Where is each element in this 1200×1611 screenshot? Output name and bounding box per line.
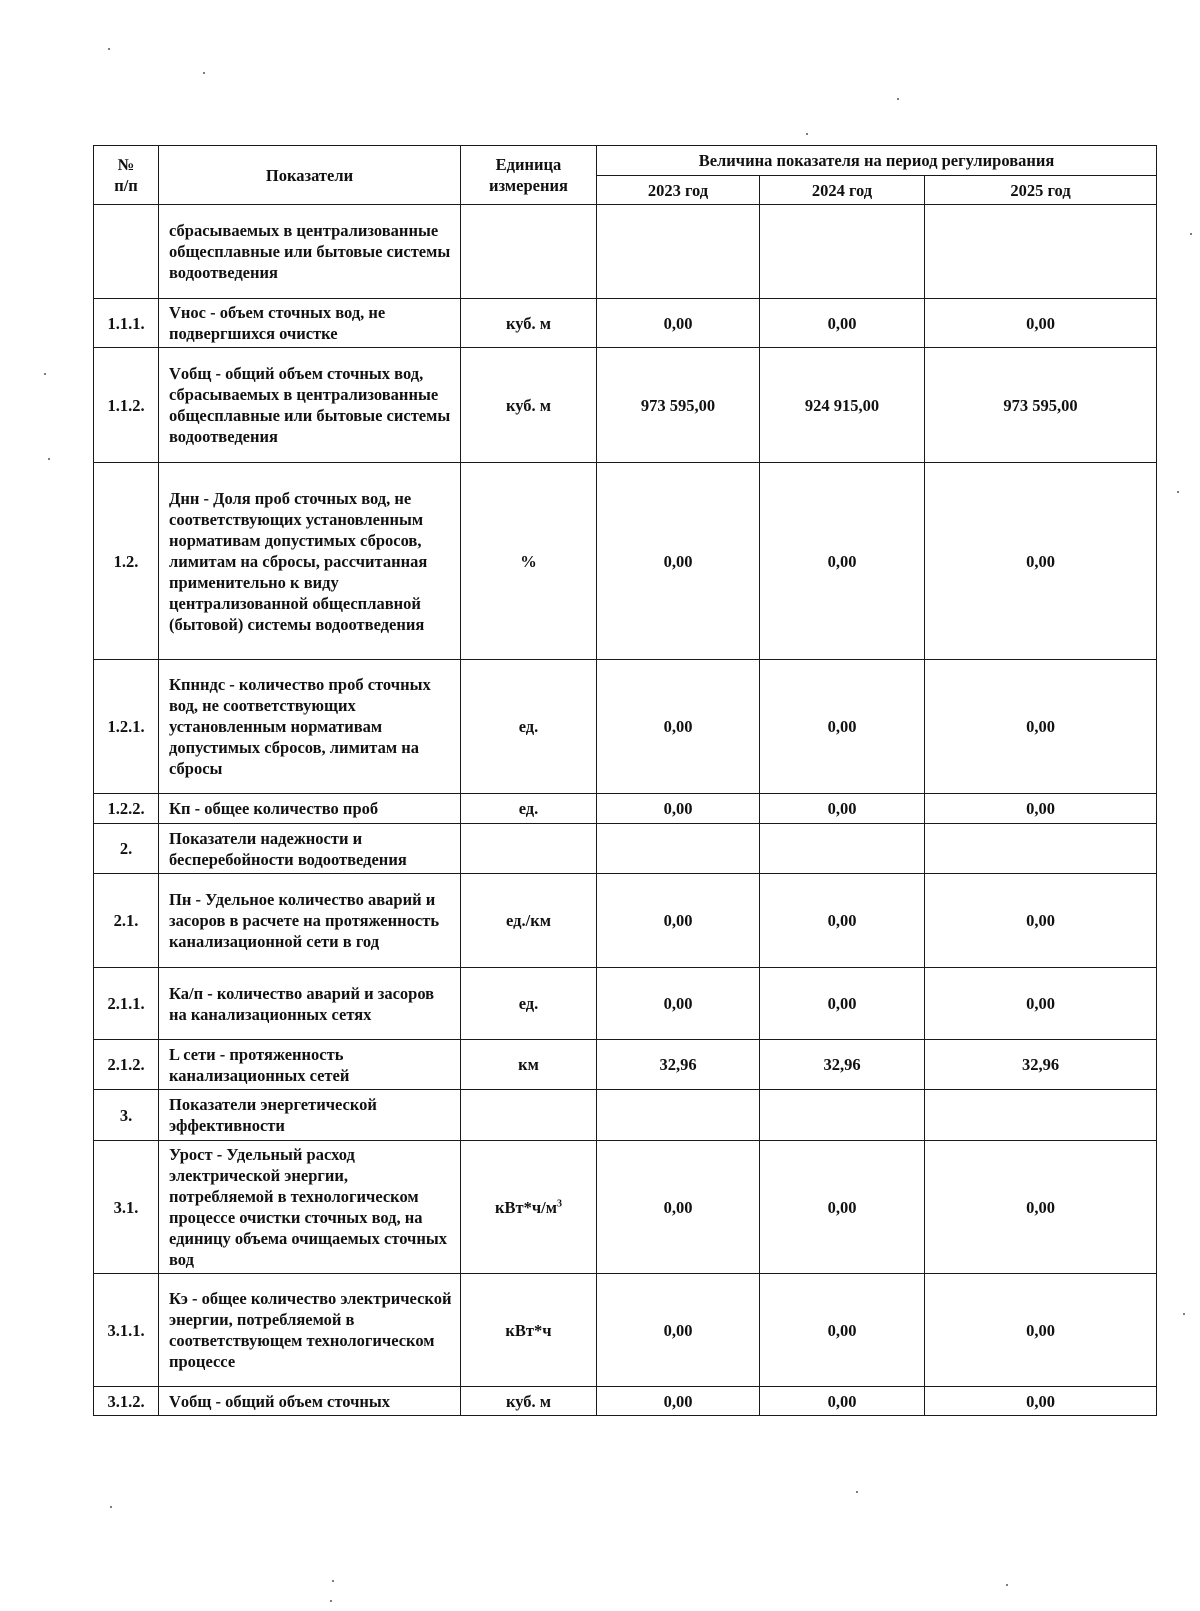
row-indicator: Кэ - общее количество электрической энергии, потребляемой в соответствующем технологическом процессе [169, 1289, 452, 1371]
row-value-2024: 0,00 [827, 1320, 857, 1340]
row-number: 1.2. [113, 551, 139, 571]
row-indicator: Ка/п - количество аварий и засоров на канализационных сетях [169, 983, 435, 1024]
row-number-cell [94, 824, 159, 874]
row-value-2024-cell [760, 463, 925, 660]
row-unit: куб. м [505, 1391, 552, 1411]
row-unit: куб. м [505, 313, 552, 333]
row-indicator-cell [159, 1387, 461, 1416]
row-unit-superscript: 3 [557, 1198, 562, 1209]
header-year-2024 [760, 176, 925, 205]
header-period-text: Величина показателя на период регулирования [698, 151, 1055, 170]
row-number: 2.1. [113, 911, 139, 930]
row-value-2024: 0,00 [827, 551, 857, 571]
row-number-cell [94, 463, 159, 660]
header-unit [461, 146, 597, 205]
row-value-2025-cell [925, 874, 1157, 968]
header-year-2023 [597, 176, 760, 205]
row-value-2023-cell [597, 1387, 760, 1416]
row-value-2025: 973 595,00 [1003, 395, 1078, 415]
row-unit-cell [461, 794, 597, 824]
header-year-2025-text: 2025 год [1010, 180, 1071, 200]
row-indicator-cell [159, 794, 461, 824]
row-number: 1.1.1. [107, 313, 145, 333]
row-value-2023: 0,00 [663, 1320, 693, 1340]
row-number: 3.1. [113, 1197, 139, 1217]
row-indicator-cell [159, 1141, 461, 1274]
row-value-2024: 0,00 [827, 313, 857, 333]
row-value-2025-cell [925, 348, 1157, 463]
row-value-2025: 0,00 [1026, 1320, 1055, 1340]
row-number: 2. [119, 839, 133, 858]
row-value-2024-cell [760, 874, 925, 968]
row-value-2024: 0,00 [827, 1391, 857, 1411]
scan-speck [1006, 1584, 1008, 1586]
row-unit-cell [461, 874, 597, 968]
row-unit: кВт*ч [505, 1320, 552, 1340]
table-row [94, 1090, 1157, 1141]
header-year-2025 [925, 176, 1157, 205]
row-number: 3. [119, 1105, 133, 1125]
row-value-2025-cell [925, 299, 1157, 348]
header-indicator [159, 146, 461, 205]
row-value-2023-cell [597, 463, 760, 660]
scan-speck [48, 458, 50, 460]
row-indicator-cell [159, 968, 461, 1040]
row-unit-cell [461, 1040, 597, 1090]
row-value-2024: 0,00 [827, 717, 857, 736]
row-value-2024-cell [760, 824, 925, 874]
row-number: 3.1.2. [107, 1391, 145, 1411]
row-value-2024: 0,00 [827, 994, 857, 1013]
row-indicator: Пн - Удельное количество аварий и засоров в расчете на протяженность канализационной сети в год [169, 890, 440, 951]
row-value-2023: 0,00 [663, 1391, 693, 1411]
row-unit-cell [461, 1090, 597, 1141]
row-value-2023-cell [597, 205, 760, 299]
row-value-2024-cell [760, 794, 925, 824]
table-row [94, 824, 1157, 874]
row-value-2024: 0,00 [827, 1197, 857, 1217]
scan-speck [330, 1600, 332, 1602]
row-indicator-cell [159, 1274, 461, 1387]
table-row [94, 968, 1157, 1040]
scan-speck [108, 48, 110, 50]
row-indicator-cell [159, 1040, 461, 1090]
row-unit-cell [461, 1274, 597, 1387]
table-row [94, 1141, 1157, 1274]
row-number: 2.1.2. [107, 1055, 145, 1074]
row-value-2025-cell [925, 660, 1157, 794]
row-value-2024-cell [760, 968, 925, 1040]
table-row [94, 1040, 1157, 1090]
row-value-2023-cell [597, 1090, 760, 1141]
row-value-2025: 0,00 [1026, 1197, 1055, 1217]
row-value-2025-cell [925, 463, 1157, 660]
row-value-2025-cell [925, 205, 1157, 299]
row-value-2023: 32,96 [659, 1055, 697, 1074]
row-unit: ед. [518, 799, 539, 818]
row-value-2025: 0,00 [1026, 799, 1055, 818]
scan-speck [856, 1491, 858, 1493]
row-value-2025-cell [925, 1274, 1157, 1387]
scan-speck [203, 72, 205, 74]
row-value-2024-cell [760, 1040, 925, 1090]
row-value-2023-cell [597, 299, 760, 348]
row-indicator-cell [159, 1090, 461, 1141]
row-indicator: Vобщ - общий объем сточных [169, 1391, 391, 1411]
row-number: 3.1.1. [107, 1320, 145, 1340]
row-unit-cell [461, 1387, 597, 1416]
row-value-2023-cell [597, 1040, 760, 1090]
row-unit-cell [461, 1141, 597, 1274]
row-number: 2.1.1. [107, 994, 145, 1013]
row-value-2023-cell [597, 348, 760, 463]
header-num-text: № п/п [114, 155, 138, 195]
row-value-2023: 0,00 [663, 1197, 693, 1217]
row-unit: ед. [518, 994, 539, 1013]
row-indicator: Показатели энергетической эффективности [169, 1095, 377, 1135]
row-indicator-cell [159, 348, 461, 463]
row-number-cell [94, 299, 159, 348]
row-unit: кВт*ч/м [495, 1197, 557, 1217]
row-value-2023-cell [597, 1141, 760, 1274]
row-value-2025: 32,96 [1021, 1055, 1060, 1074]
row-value-2025: 0,00 [1026, 313, 1055, 333]
row-value-2025-cell [925, 1387, 1157, 1416]
row-indicator-cell [159, 660, 461, 794]
row-value-2025: 0,00 [1026, 911, 1055, 930]
scan-speck [44, 373, 46, 375]
row-value-2025: 0,00 [1026, 717, 1055, 736]
row-value-2024-cell [760, 299, 925, 348]
row-number-cell [94, 968, 159, 1040]
row-indicator: Урост - Удельный расход электрической энергии, потребляемой в технологическом процессе очистки сточных вод, на единицу объема очищаемых сточных вод [169, 1145, 448, 1269]
row-unit: ед. [518, 717, 539, 736]
row-unit: % [520, 551, 537, 571]
indicators-table [93, 145, 1157, 1416]
header-year-2023-text: 2023 год [647, 180, 709, 200]
row-unit-cell [461, 968, 597, 1040]
scan-speck [1183, 1313, 1185, 1315]
row-unit: ед./км [506, 911, 551, 930]
row-value-2023-cell [597, 824, 760, 874]
row-number-cell [94, 1274, 159, 1387]
row-value-2023-cell [597, 794, 760, 824]
table-row [94, 660, 1157, 794]
row-value-2023: 0,00 [663, 313, 693, 333]
row-value-2023: 0,00 [663, 799, 693, 818]
header-period [597, 146, 1157, 176]
row-indicator: Vнос - объем сточных вод, не подвергшихся очистке [169, 303, 386, 343]
row-value-2025: 0,00 [1026, 1391, 1055, 1411]
row-indicator-cell [159, 205, 461, 299]
row-unit-cell [461, 205, 597, 299]
row-unit-cell [461, 660, 597, 794]
scan-speck [332, 1580, 334, 1582]
row-value-2025-cell [925, 1040, 1157, 1090]
header-year-2024-text: 2024 год [811, 180, 873, 200]
row-number-cell [94, 205, 159, 299]
row-unit: куб. м [505, 395, 552, 415]
row-value-2023-cell [597, 1274, 760, 1387]
row-value-2023: 0,00 [663, 717, 693, 736]
scan-speck [897, 98, 899, 100]
row-value-2025-cell [925, 824, 1157, 874]
row-value-2023: 0,00 [663, 911, 693, 930]
table-row [94, 348, 1157, 463]
table-row [94, 794, 1157, 824]
row-number-cell [94, 1387, 159, 1416]
row-indicator-cell [159, 824, 461, 874]
row-unit-cell [461, 463, 597, 660]
row-number-cell [94, 1141, 159, 1274]
row-value-2024-cell [760, 1387, 925, 1416]
row-value-2024-cell [760, 1274, 925, 1387]
row-indicator: Vобщ - общий объем сточных вод, сбрасываемых в централизованные общесплавные или бытовые системы водоотведения [169, 364, 451, 446]
row-value-2023: 0,00 [663, 551, 693, 571]
row-value-2024: 0,00 [827, 911, 857, 930]
row-indicator: сбрасываемых в централизованные общесплавные или бытовые системы водоотведения [169, 221, 451, 282]
row-number-cell [94, 1090, 159, 1141]
header-indicator-text: Показатели [265, 165, 354, 185]
row-value-2024-cell [760, 205, 925, 299]
header-num [94, 146, 159, 205]
row-indicator: Показатели надежности и бесперебойности водоотведения [169, 828, 407, 869]
table-body [94, 205, 1157, 1416]
table-row [94, 205, 1157, 299]
scan-speck [806, 133, 808, 135]
row-value-2025-cell [925, 794, 1157, 824]
scan-speck [1190, 233, 1192, 235]
row-indicator-cell [159, 299, 461, 348]
row-indicator: Днн - Доля проб сточных вод, не соответствующих установленным нормативам допустимых сбросов, лимитам на сбросы, рассчитанная применительно к виду централизованной общесплавной (бытовой) системы водоотведения [169, 488, 428, 634]
row-value-2023: 0,00 [663, 994, 693, 1013]
row-value-2023-cell [597, 874, 760, 968]
row-value-2024-cell [760, 348, 925, 463]
row-value-2023-cell [597, 968, 760, 1040]
row-value-2025-cell [925, 1090, 1157, 1141]
header-row-1 [94, 146, 1157, 176]
row-indicator: Кпнндс - количество проб сточных вод, не соответствующих установленным нормативам допустимых сбросов, лимитам на сбросы [169, 675, 431, 778]
row-value-2024-cell [760, 1090, 925, 1141]
table-row [94, 874, 1157, 968]
row-unit: км [518, 1055, 539, 1074]
row-number-cell [94, 794, 159, 824]
row-number: 1.2.1. [107, 717, 145, 736]
row-unit-cell [461, 348, 597, 463]
row-value-2024: 924 915,00 [804, 395, 880, 415]
header-unit-text: Единица измерения [489, 155, 568, 195]
table-row [94, 1274, 1157, 1387]
row-value-2025: 0,00 [1026, 994, 1055, 1013]
row-value-2025-cell [925, 968, 1157, 1040]
table-row [94, 1387, 1157, 1416]
row-value-2025-cell [925, 1141, 1157, 1274]
scan-speck [1177, 491, 1179, 493]
row-value-2023-cell [597, 660, 760, 794]
row-unit-cell [461, 824, 597, 874]
row-number: 1.2.2. [107, 799, 145, 818]
row-number-cell [94, 1040, 159, 1090]
row-number-cell [94, 660, 159, 794]
row-number-cell [94, 874, 159, 968]
row-indicator-cell [159, 463, 461, 660]
table-row [94, 299, 1157, 348]
row-value-2024-cell [760, 1141, 925, 1274]
row-value-2024-cell [760, 660, 925, 794]
table-row [94, 463, 1157, 660]
scan-speck [110, 1506, 112, 1508]
row-value-2024: 0,00 [827, 799, 857, 818]
row-value-2024: 32,96 [823, 1055, 861, 1074]
row-indicator-cell [159, 874, 461, 968]
row-number: 1.1.2. [107, 395, 145, 415]
row-unit-cell [461, 299, 597, 348]
row-indicator: Кп - общее количество проб [169, 799, 379, 818]
row-indicator: L сети - протяженность канализационных сетей [169, 1044, 350, 1085]
row-value-2025: 0,00 [1026, 551, 1055, 571]
row-number-cell [94, 348, 159, 463]
row-value-2023: 973 595,00 [640, 395, 716, 415]
